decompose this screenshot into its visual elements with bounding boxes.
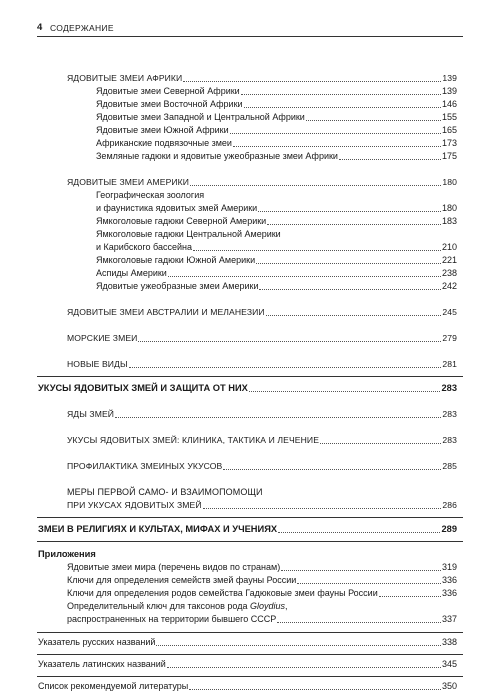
toc-entry-literature[interactable] xyxy=(38,681,457,692)
toc-entry-label: Ключи для определения родов семейства Гадюковые змеи фауны России xyxy=(67,588,378,598)
toc-entry-first-aid[interactable] xyxy=(67,500,457,511)
toc-section-religion[interactable] xyxy=(38,524,457,535)
toc-entry-line: Географическая зоология xyxy=(96,190,205,200)
leader-dots xyxy=(138,341,441,342)
toc-entry-line xyxy=(67,601,288,612)
toc-entry-label: Ядовитые змеи мира (перечень видов по странам) xyxy=(67,562,281,572)
leader-dots xyxy=(297,583,441,584)
leader-dots xyxy=(339,159,441,160)
toc-entry-page: 139 xyxy=(442,73,457,83)
toc-entry-page: 221 xyxy=(441,255,457,265)
leader-dots xyxy=(189,689,441,690)
leader-dots xyxy=(244,107,441,108)
leader-dots xyxy=(233,146,441,147)
leader-dots xyxy=(183,81,441,82)
leader-dots xyxy=(258,211,441,212)
leader-dots xyxy=(168,276,441,277)
toc-entry[interactable] xyxy=(67,562,457,573)
toc-entry[interactable] xyxy=(96,203,457,214)
toc-entry-label: Список рекомендуемой литературы xyxy=(38,681,189,691)
toc-entry[interactable] xyxy=(96,242,457,253)
toc-entry-page: 173 xyxy=(441,138,457,148)
toc-entry-label: Ядовитые ужеобразные змеи Америки xyxy=(96,281,259,291)
toc-entry-label: и Карибского бассейна xyxy=(96,242,192,252)
page-header xyxy=(0,22,498,36)
toc-entry-label: Ключи для определения семейств змей фауны России xyxy=(67,575,297,585)
toc-entry-page: 338 xyxy=(441,637,457,647)
toc-entry-label: Ядовитые змеи Северной Африки xyxy=(96,86,240,96)
toc-entry-page: 139 xyxy=(441,86,457,96)
leader-dots xyxy=(203,508,442,509)
toc-entry-text: Определительный ключ для таксонов рода xyxy=(67,601,250,611)
leader-dots xyxy=(267,224,441,225)
toc-entry-clinic[interactable] xyxy=(67,435,457,446)
toc-entry[interactable] xyxy=(96,151,457,162)
toc-entry-africa[interactable] xyxy=(67,73,457,84)
toc-entry-line: МЕРЫ ПЕРВОЙ САМО- И ВЗАИМОПОМОЩИ xyxy=(67,487,263,497)
leader-dots xyxy=(156,645,441,646)
toc-entry-index-russian[interactable] xyxy=(38,637,457,648)
toc-entry-page: 281 xyxy=(442,359,457,369)
toc-entry[interactable] xyxy=(96,99,457,110)
leader-dots xyxy=(193,250,441,251)
toc-entry-text: , xyxy=(284,601,288,611)
toc-entry-page: 283 xyxy=(442,409,457,419)
toc-entry-page: 146 xyxy=(441,99,457,109)
toc-entry-label: Ядовитые змеи Восточной Африки xyxy=(96,99,243,109)
leader-dots xyxy=(115,417,441,418)
toc-entry-label: распространенных на территории бывшего СССР xyxy=(67,614,277,624)
toc-entry-index-latin[interactable] xyxy=(38,659,457,670)
running-title: СОДЕРЖАНИЕ xyxy=(50,23,114,33)
toc-entry-page: 285 xyxy=(442,461,457,471)
leader-dots xyxy=(278,532,440,533)
toc-entry-page: 175 xyxy=(441,151,457,161)
toc-entry-label: ЯДОВИТЫЕ ЗМЕИ АМЕРИКИ xyxy=(67,177,190,187)
leader-dots xyxy=(241,94,441,95)
toc-entry[interactable] xyxy=(96,268,457,279)
toc-entry-page: 319 xyxy=(441,562,457,572)
toc-entry-label: ЯДЫ ЗМЕЙ xyxy=(67,409,115,419)
toc-entry-page: 180 xyxy=(441,203,457,213)
toc-entry-new-species[interactable] xyxy=(67,359,457,370)
toc-entry-label: ПРОФИЛАКТИКА ЗМЕИНЫХ УКУСОВ xyxy=(67,461,223,471)
section-divider xyxy=(37,376,463,377)
toc-entry-label: ПРИ УКУСАХ ЯДОВИТЫХ ЗМЕЙ xyxy=(67,500,202,510)
genus-name: Gloydius xyxy=(249,601,285,611)
toc-entry-page: 286 xyxy=(442,500,457,510)
leader-dots xyxy=(277,622,441,623)
toc-entry-label: Ядовитые змеи Южной Африки xyxy=(96,125,229,135)
toc-entry-label: Земляные гадюки и ядовитые ужеобразные змеи Африки xyxy=(96,151,338,161)
leader-dots xyxy=(320,443,441,444)
toc-entry[interactable] xyxy=(96,255,457,266)
toc-entry-label: Африканские подвязочные змеи xyxy=(96,138,232,148)
toc-entry-label: Ядовитые змеи Западной и Центральной Африки xyxy=(96,112,305,122)
toc-entry-prevention[interactable] xyxy=(67,461,457,472)
leader-dots xyxy=(223,469,441,470)
toc-entry-page: 165 xyxy=(441,125,457,135)
toc-entry-america[interactable] xyxy=(67,177,457,188)
toc-entry-label: МОРСКИЕ ЗМЕИ xyxy=(67,333,138,343)
toc-entry-page: 245 xyxy=(442,307,457,317)
toc-entry-page: 279 xyxy=(442,333,457,343)
toc-entry-label: УКУСЫ ЯДОВИТЫХ ЗМЕЙ И ЗАЩИТА ОТ НИХ xyxy=(38,383,248,393)
section-divider xyxy=(37,541,463,542)
header-rule xyxy=(37,36,463,37)
toc-entry-label: ЯДОВИТЫЕ ЗМЕИ АФРИКИ xyxy=(67,73,183,83)
toc-entry-label: Ямкоголовые гадюки Северной Америки xyxy=(96,216,267,226)
toc-entry-page: 210 xyxy=(441,242,457,252)
toc-entry-label: НОВЫЕ ВИДЫ xyxy=(67,359,128,369)
toc-entry[interactable] xyxy=(96,281,457,292)
leader-dots xyxy=(249,391,441,392)
leader-dots xyxy=(190,185,441,186)
toc-entry-label: Указатель русских названий xyxy=(38,637,156,647)
toc-entry-page: 183 xyxy=(441,216,457,226)
toc-entry[interactable] xyxy=(67,588,457,599)
section-divider xyxy=(37,632,463,633)
leader-dots xyxy=(259,289,440,290)
toc-entry-page: 336 xyxy=(441,588,457,598)
leader-dots xyxy=(379,596,441,597)
toc-entry[interactable] xyxy=(67,575,457,586)
toc-entry-page: 345 xyxy=(441,659,457,669)
toc-entry[interactable] xyxy=(96,112,457,123)
leader-dots xyxy=(129,367,442,368)
leader-dots xyxy=(306,120,441,121)
toc-entry-page: 283 xyxy=(441,383,457,393)
toc-entry-page: 242 xyxy=(441,281,457,291)
leader-dots xyxy=(167,667,441,668)
toc-entry[interactable] xyxy=(96,216,457,227)
toc-entry-page: 283 xyxy=(442,435,457,445)
toc-entry-label: ЗМЕИ В РЕЛИГИЯХ И КУЛЬТАХ, МИФАХ И УЧЕНИЯХ xyxy=(38,524,278,534)
toc-entry-label: ЯДОВИТЫЕ ЗМЕИ АВСТРАЛИИ И МЕЛАНЕЗИИ xyxy=(67,307,265,317)
toc-entry-page: 336 xyxy=(441,575,457,585)
leader-dots xyxy=(281,570,441,571)
section-divider xyxy=(37,654,463,655)
toc-entry-label: Указатель латинских названий xyxy=(38,659,166,669)
toc-entry[interactable] xyxy=(96,138,457,149)
toc-entry-label: УКУСЫ ЯДОВИТЫХ ЗМЕЙ: КЛИНИКА, ТАКТИКА И ЛЕЧЕНИЕ xyxy=(67,435,320,445)
toc-entry[interactable] xyxy=(67,614,457,625)
toc-entry-page: 238 xyxy=(441,268,457,278)
toc-entry-line: Ямкоголовые гадюки Центральной Америки xyxy=(96,229,281,239)
toc-entry-label: Ямкоголовые гадюки Южной Америки xyxy=(96,255,256,265)
toc-entry-label: Аспиды Америки xyxy=(96,268,167,278)
toc-entry-australia[interactable] xyxy=(67,307,457,318)
leader-dots xyxy=(266,315,442,316)
appendices-heading: Приложения xyxy=(38,549,96,559)
toc-entry-page: 289 xyxy=(441,524,457,534)
section-divider xyxy=(37,676,463,677)
page-number: 4 xyxy=(37,22,43,33)
toc-entry[interactable] xyxy=(96,86,457,97)
toc-section-bites[interactable] xyxy=(38,383,457,394)
toc-entry-page: 337 xyxy=(441,614,457,624)
toc-entry-label: и фаунистика ядовитых змей Америки xyxy=(96,203,258,213)
toc-entry[interactable] xyxy=(96,125,457,136)
leader-dots xyxy=(230,133,441,134)
toc-entry-page: 155 xyxy=(441,112,457,122)
toc-entry-page: 180 xyxy=(442,177,457,187)
toc-entry-venoms[interactable] xyxy=(67,409,457,420)
toc-entry-page: 350 xyxy=(441,681,457,691)
leader-dots xyxy=(256,263,441,264)
toc-entry-sea-snakes[interactable] xyxy=(67,333,457,344)
section-divider xyxy=(37,517,463,518)
